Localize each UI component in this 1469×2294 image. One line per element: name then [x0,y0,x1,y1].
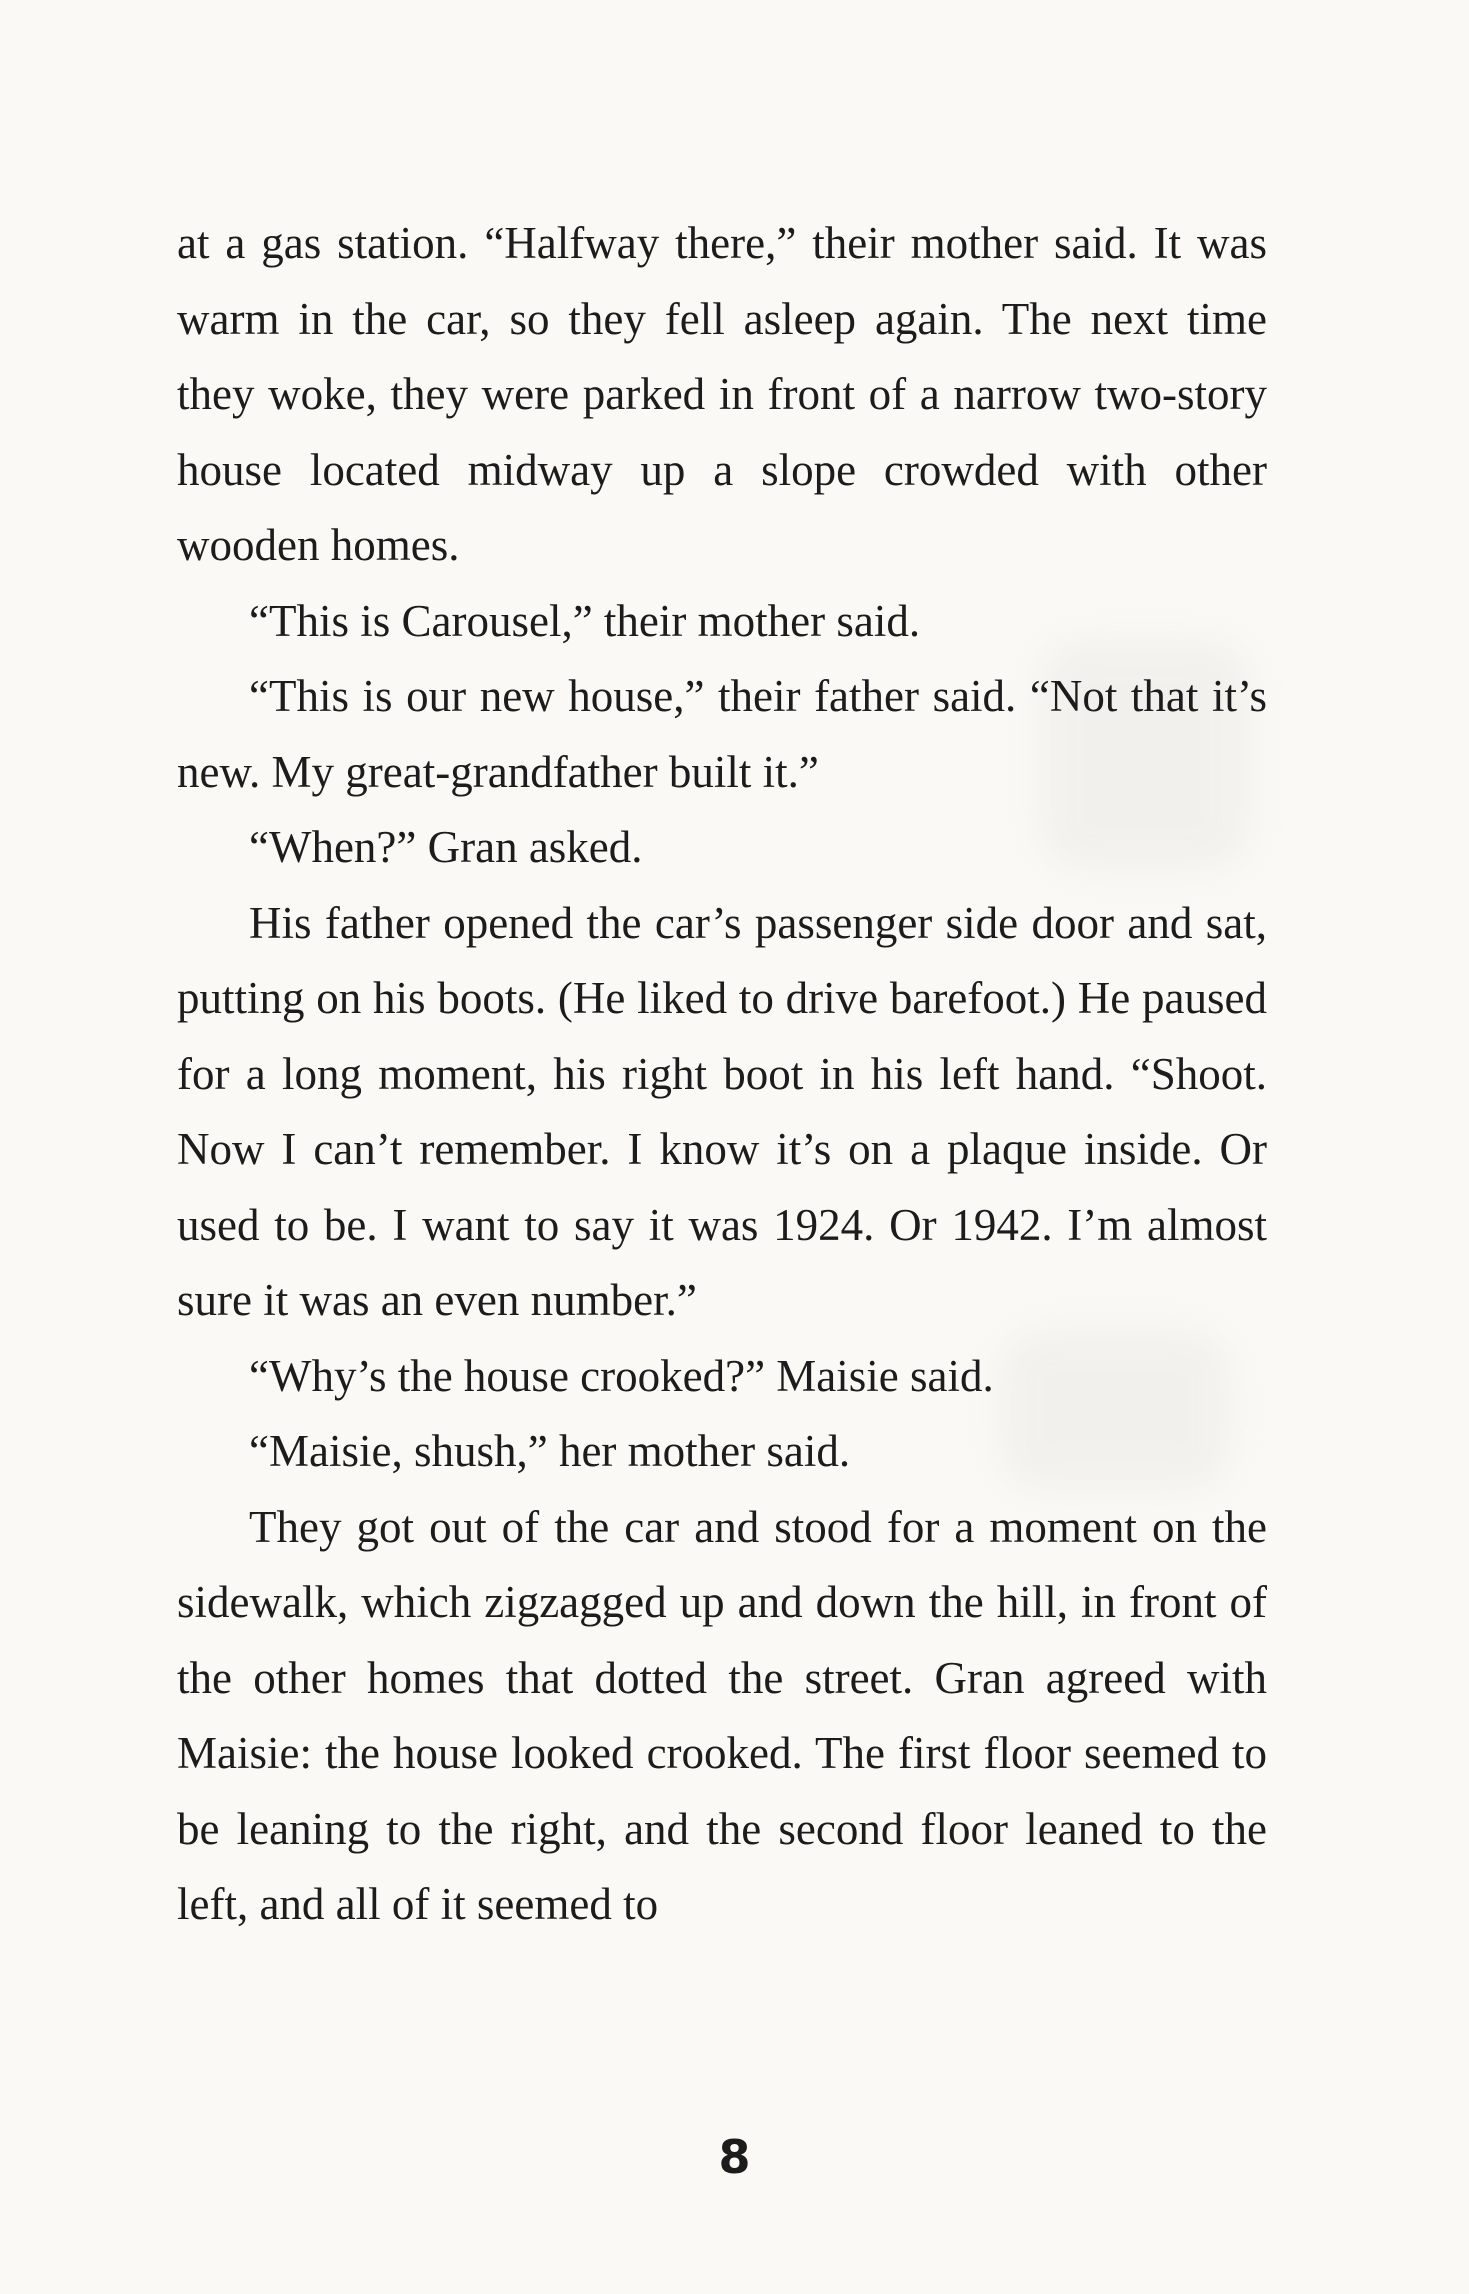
paragraph: “Why’s the house crooked?” Maisie said. [249,1350,994,1401]
body-text [177,206,1267,1943]
page-number: 8 [718,2130,751,2184]
paragraph: “This is Carousel,” their mother said. [249,595,921,646]
paragraph: His father opened the car’s passenger side door and sat, putting on his boots. (He liked to drive barefoot.) He paused for a long moment, his right boot in his left hand. “Shoot. Now I can’t remember. I know it’s on a plaque inside. Or used to be. I want to say it was 1924. Or 1942. I’m almost sure it was an even number.” [177,897,1267,1325]
paragraph: “Maisie, shush,” her mother said. [249,1426,851,1476]
paragraph: They got out of the car and stood for a moment on the sidewalk, which zigzagged up and down the hill, in front of the other homes that dotted the street. Gran agreed with Maisie: the house looked crooked. The first floor seemed to be leaning to the right, and the second floor leaned to the left, and all of it seemed to [177,1501,1267,1929]
paragraph: “This is our new house,” their father said. “Not that it’s new. My great-grandfather built it.” [177,671,1267,797]
paragraph: “When?” Gran asked. [249,822,643,872]
paragraph: at a gas station. “Halfway there,” their mother said. It was warm in the car, so they fell asleep again. The next time they woke, they were parked in front of a narrow two-story house located midway up a slope crowded with other wooden homes. [177,218,1267,570]
